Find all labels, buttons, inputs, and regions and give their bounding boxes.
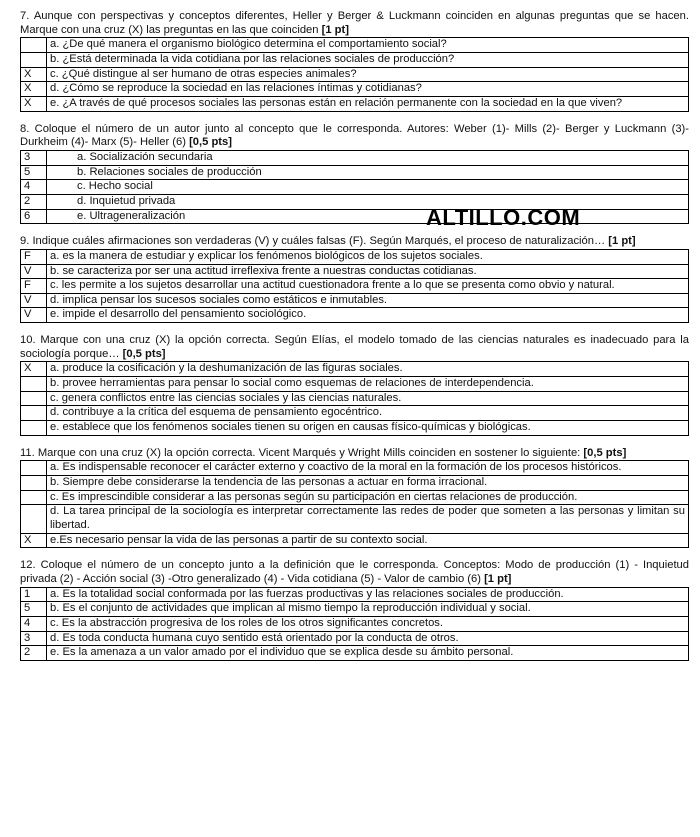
answer-cell: 2 (21, 646, 47, 661)
answer-cell (21, 406, 47, 421)
option-text: c. les permite a los sujetos desarrollar una actitud cuestionadora frente a lo que se presenta como obvio y natural. (47, 279, 689, 294)
option-row (21, 279, 689, 294)
option-text: d. implica pensar los sucesos sociales como estáticos e inmutables. (47, 293, 689, 308)
option-row (21, 533, 689, 548)
option-row (21, 476, 689, 491)
option-text: d. Es toda conducta humana cuyo sentido está orientado por la conducta de otros. (47, 631, 689, 646)
option-text: b. Siempre debe considerarse la tendencia de las personas a actuar en forma irracional. (47, 476, 689, 491)
answer-cell: F (21, 249, 47, 264)
option-row (21, 67, 689, 82)
options-table (20, 37, 689, 111)
option-row (21, 631, 689, 646)
answer-cell: 1 (21, 587, 47, 602)
option-row (21, 38, 689, 53)
option-row (21, 490, 689, 505)
question-7 (20, 10, 689, 112)
option-row (21, 362, 689, 377)
question-12 (20, 559, 689, 661)
option-row (21, 82, 689, 97)
option-row (21, 150, 689, 165)
answer-cell: X (21, 67, 47, 82)
option-row (21, 391, 689, 406)
option-text: c. genera conflictos entre las ciencias sociales y las ciencias naturales. (47, 391, 689, 406)
answer-cell: V (21, 264, 47, 279)
options-table (20, 150, 689, 224)
answer-cell: V (21, 293, 47, 308)
option-text: a. Socialización secundaria (47, 150, 689, 165)
option-row (21, 505, 689, 533)
question-points: [0,5 pts] (189, 136, 232, 149)
answer-cell (21, 505, 47, 533)
option-row (21, 52, 689, 67)
option-text: a. es la manera de estudiar y explicar los fenómenos biológicos de los sujetos sociales. (47, 249, 689, 264)
answer-cell (21, 377, 47, 392)
option-text: d. ¿Cómo se reproduce la sociedad en las relaciones íntimas y cotidianas? (47, 82, 689, 97)
option-row (21, 461, 689, 476)
answer-cell: 2 (21, 194, 47, 209)
option-row (21, 308, 689, 323)
option-row (21, 264, 689, 279)
option-text: e. impide el desarrollo del pensamiento sociológico. (47, 308, 689, 323)
answer-cell: 4 (21, 616, 47, 631)
question-text: 9. Indique cuáles afirmaciones son verdaderas (V) y cuáles falsas (F). Según Marqués, el proceso de naturalización… [1 pt] (20, 235, 636, 248)
question-10 (20, 334, 689, 436)
option-row (21, 165, 689, 180)
option-text: b. Relaciones sociales de producción (47, 165, 689, 180)
option-text: b. ¿Está determinada la vida cotidiana por las relaciones sociales de producción? (47, 52, 689, 67)
option-text: e. establece que los fenómenos sociales tienen su origen en causas físico-químicas y biológicas. (47, 421, 689, 436)
option-text: e. Es la amenaza a un valor amado por el individuo que se explica desde su ámbito personal. (47, 646, 689, 661)
answer-cell: 5 (21, 165, 47, 180)
question-points: [1 pt] (608, 235, 636, 248)
options-table (20, 361, 689, 435)
question-11 (20, 447, 689, 549)
watermark-logo: ALTILLO.COM (426, 205, 581, 230)
option-row (21, 587, 689, 602)
option-text: a. produce la cosificación y la deshumanización de las figuras sociales. (47, 362, 689, 377)
answer-cell: 6 (21, 209, 47, 224)
option-text: d. La tarea principal de la sociología es interpretar correctamente las redes de poder que someten a las personas y limitan su libertad. (47, 505, 689, 533)
answer-cell: 5 (21, 602, 47, 617)
option-text: e. ¿A través de qué procesos sociales las personas están en relación permanente con la sociedad en la que viven? (47, 96, 689, 111)
question-text: 10. Marque con una cruz (X) la opción correcta. Según Elías, el modelo tomado de las ciencias naturales es inadecuado para la sociología porque… [0,5 pts] (20, 334, 690, 360)
answer-cell: F (21, 279, 47, 294)
question-points: [0,5 pts] (583, 446, 627, 459)
question-text: 7. Aunque con perspectivas y conceptos diferentes, Heller y Berger & Luckmann coinciden en algunas preguntas que se hacen. Marque con una cruz (X) las preguntas en las que coinciden [1 pt] (20, 10, 689, 36)
option-text: d. Inquietud privada (47, 194, 689, 209)
option-row (21, 209, 689, 224)
answer-cell: X (21, 96, 47, 111)
option-row (21, 616, 689, 631)
options-table (20, 587, 689, 661)
answer-cell (21, 490, 47, 505)
option-text: a. ¿De qué manera el organismo biológico determina el comportamiento social? (47, 38, 689, 53)
answer-cell (21, 52, 47, 67)
option-text: e.Es necesario pensar la vida de las personas a partir de su contexto social. (47, 533, 689, 548)
option-row (21, 194, 689, 209)
options-table (20, 460, 689, 548)
option-row (21, 180, 689, 195)
option-row (21, 646, 689, 661)
option-row (21, 96, 689, 111)
option-text: e. Ultrageneralización (47, 209, 689, 224)
option-text: b. se caracteriza por ser una actitud irreflexiva frente a nuestras conductas cotidianas. (47, 264, 689, 279)
question-8 (20, 123, 689, 225)
option-text: b. provee herramientas para pensar lo social como esquemas de relaciones de interdependencia. (47, 377, 689, 392)
answer-cell (21, 476, 47, 491)
question-points: [0,5 pts] (122, 347, 166, 360)
option-text: c. Es imprescindible considerar a las personas según su participación en ciertas relaciones de producción. (47, 490, 689, 505)
option-row (21, 377, 689, 392)
answer-cell: X (21, 533, 47, 548)
question-9 (20, 235, 689, 323)
answer-cell: X (21, 82, 47, 97)
answer-cell (21, 421, 47, 436)
option-text: d. contribuye a la crítica del esquema de pensamiento egocéntrico. (47, 406, 689, 421)
answer-cell: V (21, 308, 47, 323)
option-text: c. Es la abstracción progresiva de los roles de los otros significantes concretos. (47, 616, 689, 631)
question-text: 12. Coloque el número de un concepto junto a la definición que le corresponda. Conceptos: Modo de producción (1) - Inquietud privada (2) - Acción social (3) -Otro generalizado (4) - Vida cotidiana (5) - Valor de cambio (6) [1 pt] (20, 559, 690, 585)
option-text: b. Es el conjunto de actividades que implican al mismo tiempo la reproducción individual y social. (47, 602, 689, 617)
question-points: [1 pt] (484, 572, 512, 585)
option-text: a. Es indispensable reconocer el carácter externo y coactivo de la moral en la formación de los procesos históricos. (47, 461, 689, 476)
option-row (21, 249, 689, 264)
option-row (21, 421, 689, 436)
answer-cell: X (21, 362, 47, 377)
answer-cell (21, 38, 47, 53)
answer-cell: 3 (21, 631, 47, 646)
option-row (21, 602, 689, 617)
answer-cell (21, 391, 47, 406)
option-text: c. ¿Qué distingue al ser humano de otras especies animales? (47, 67, 689, 82)
answer-cell (21, 461, 47, 476)
option-text: c. Hecho social (47, 180, 689, 195)
option-text: a. Es la totalidad social conformada por las fuerzas productivas y las relaciones sociales de producción. (47, 587, 689, 602)
exam-page (20, 10, 689, 672)
option-row (21, 293, 689, 308)
option-row (21, 406, 689, 421)
question-points: [1 pt] (321, 23, 349, 36)
answer-cell: 3 (21, 150, 47, 165)
question-text: 11. Marque con una cruz (X) la opción correcta. Vicent Marqués y Wright Mills coinciden en sostener lo siguiente: [0,5 pts] (20, 446, 627, 459)
answer-cell: 4 (21, 180, 47, 195)
question-text: 8. Coloque el número de un autor junto al concepto que le corresponda. Autores: Weber (1)- Mills (2)- Berger y Luckmann (3)- Durkheim (4)- Marx (5)- Heller (6) [0,5 pts] (20, 122, 690, 149)
options-table (20, 249, 689, 323)
